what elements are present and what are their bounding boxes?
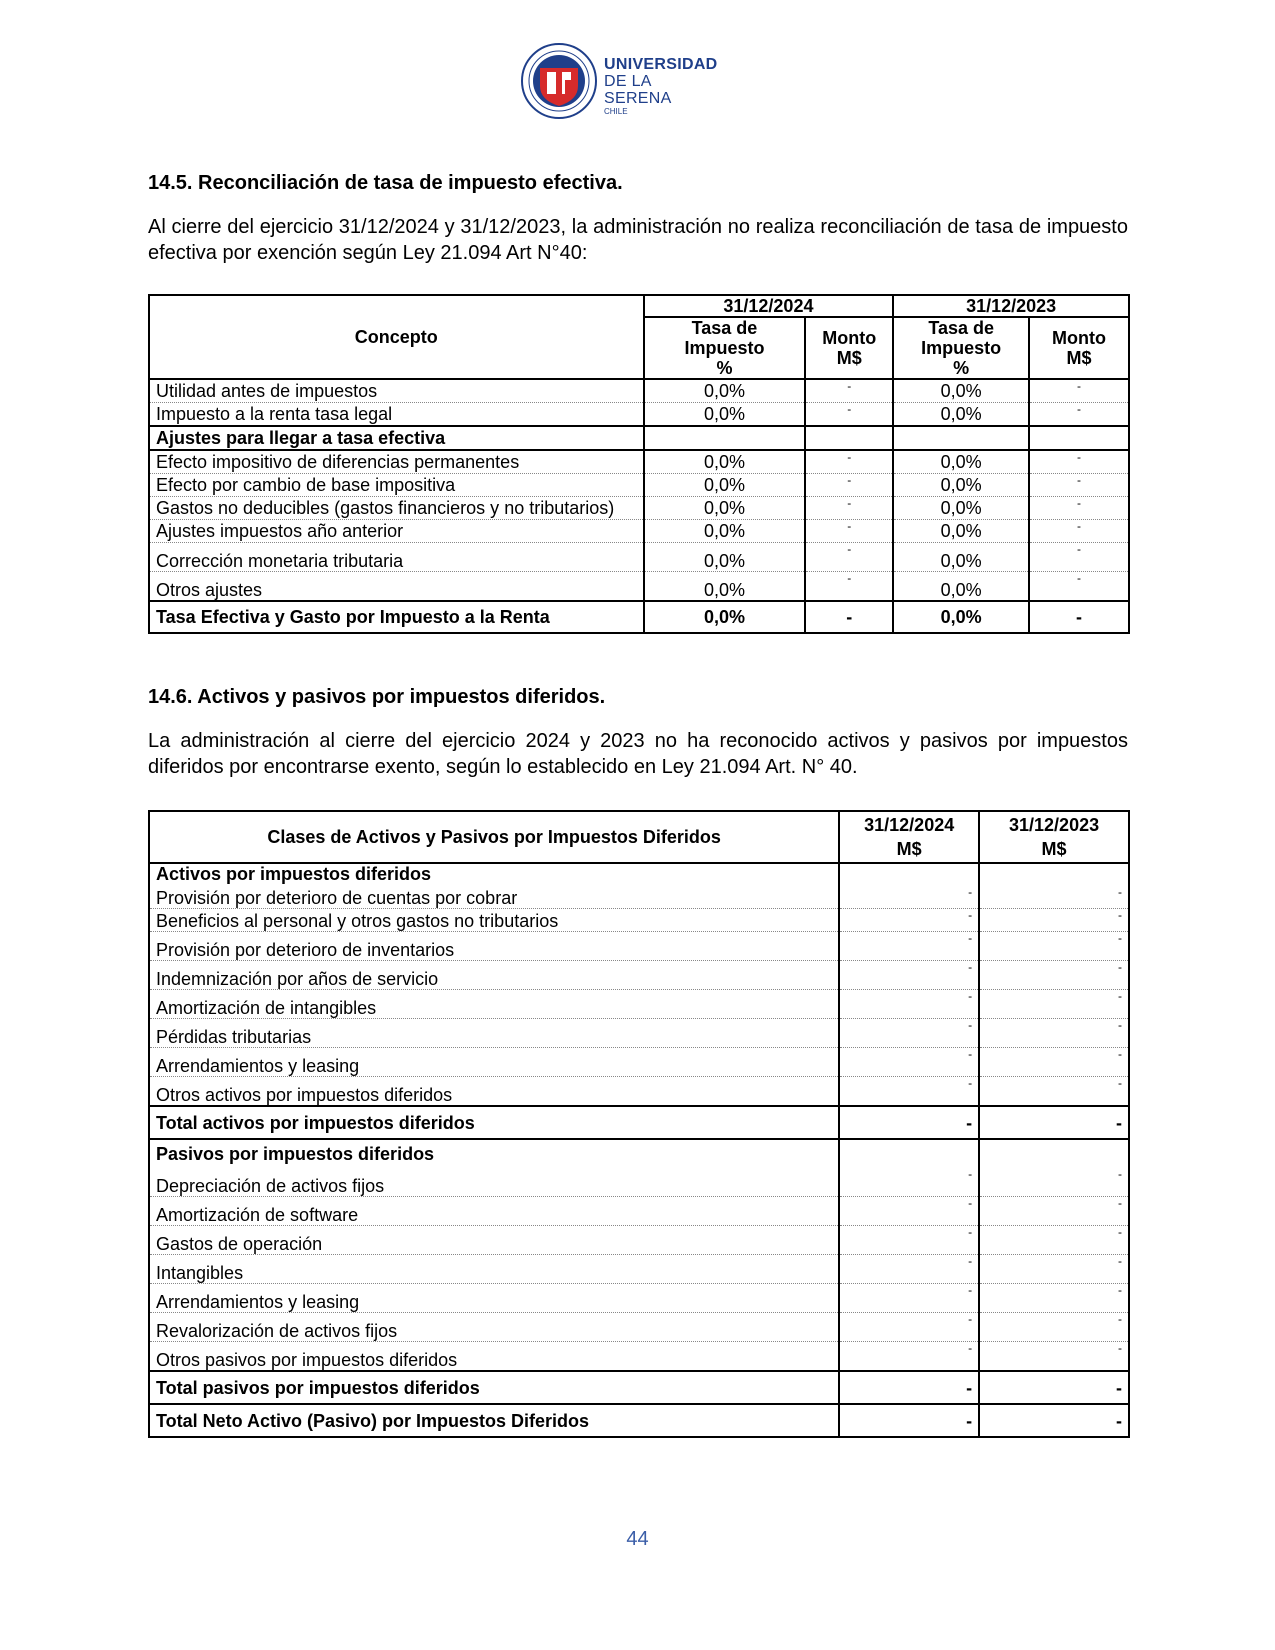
amount-header-2024 [805,317,893,379]
net-total-row [149,1404,1129,1437]
value-2023: - [979,990,1129,1019]
amount-2024: - [805,474,893,497]
table-row [149,450,1129,474]
table-row [149,497,1129,520]
amount-2023: - [1029,474,1129,497]
value-2023: - [979,1255,1129,1284]
value-2024: - [839,1284,979,1313]
value-2024: - [839,1197,979,1226]
table-row [149,1077,1129,1107]
value-2024: - [839,1019,979,1048]
value-2024: - [839,909,979,932]
rate-header-2023 [893,317,1029,379]
seal-icon [520,42,598,120]
empty-cell [805,426,893,450]
value-2023: - [979,1168,1129,1197]
row-label: Depreciación de activos fijos [149,1168,839,1197]
row-label: Arrendamientos y leasing [149,1048,839,1077]
deferred-taxes-table [148,810,1130,1438]
rate-2023: 0,0% [893,572,1029,602]
total-label: Tasa Efectiva y Gasto por Impuesto a la Renta [149,601,644,633]
assets-title: Activos por impuestos diferidos [149,863,839,886]
amount-2024: - [805,450,893,474]
value-2024: - [839,1255,979,1284]
col-2023-date: 31/12/2023 [1009,815,1100,835]
amount-2024: - [805,543,893,572]
empty-cell [839,1139,979,1168]
amount-header-line2: M$ [1066,348,1092,368]
rate-2024: 0,0% [644,572,806,602]
value-2024: - [839,990,979,1019]
amount-2023: - [1029,520,1129,543]
section-title-14-5: 14.5. Reconciliación de tasa de impuesto efectiva. [148,172,623,194]
table-row [149,1168,1129,1197]
table-row [149,520,1129,543]
table-header-row [149,811,1129,863]
table-row [149,426,1129,450]
total-row [149,601,1129,633]
row-label: Revalorización de activos fijos [149,1313,839,1342]
amount-2023: - [1029,543,1129,572]
value-2023: - [979,1342,1129,1372]
rate-2023: 0,0% [893,543,1029,572]
amount-2023: - [1029,450,1129,474]
row-label: Corrección monetaria tributaria [149,543,644,572]
row-label: Otros ajustes [149,572,644,602]
row-label: Intangibles [149,1255,839,1284]
amount-2024: - [805,497,893,520]
table-row [149,932,1129,961]
row-label: Arrendamientos y leasing [149,1284,839,1313]
rate-2023: 0,0% [893,474,1029,497]
col-2024-header [839,811,979,863]
liabilities-total-2024: - [839,1371,979,1404]
logo-line-3: CHILE [604,107,628,116]
liabilities-total-label: Total pasivos por impuestos diferidos [149,1371,839,1404]
assets-total-row [149,1106,1129,1139]
value-2024: - [839,1313,979,1342]
rate-2024: 0,0% [644,474,806,497]
value-2023: - [979,909,1129,932]
value-2024: - [839,1168,979,1197]
section-paragraph-14-5: Al cierre del ejercicio 31/12/2024 y 31/12/2023, la administración no realiza reconciliación de tasa de impuesto efectiva por exención según Ley 21.094 Art N°40: [148,216,1128,264]
rate-header-line2: Impuesto [921,338,1002,358]
col-2024-unit: M$ [896,839,922,859]
value-2024: - [839,1077,979,1107]
table-row [149,886,1129,909]
amount-2024: - [805,379,893,403]
empty-cell [839,863,979,886]
value-2023: - [979,1197,1129,1226]
value-2024: - [839,1226,979,1255]
university-logo [520,42,720,120]
row-label: Provisión por deterioro de inventarios [149,932,839,961]
empty-cell [979,1139,1129,1168]
rate-2024: 0,0% [644,520,806,543]
rate-header-line2: Impuesto [684,338,765,358]
col-2023-header [979,811,1129,863]
page-number: 44 [626,1528,649,1550]
net-total-2024: - [839,1404,979,1437]
amount-2023: - [1029,497,1129,520]
empty-cell [644,426,806,450]
liabilities-total-2023: - [979,1371,1129,1404]
value-2023: - [979,886,1129,909]
table-row [149,990,1129,1019]
total-rate-2024: 0,0% [644,601,806,633]
value-2023: - [979,932,1129,961]
table-row [149,543,1129,572]
table-row [149,909,1129,932]
liabilities-title: Pasivos por impuestos diferidos [149,1139,839,1168]
amount-header-line2: M$ [836,348,862,368]
row-label: Ajustes para llegar a tasa efectiva [149,426,644,450]
table-row [149,1197,1129,1226]
amount-2024: - [805,520,893,543]
value-2024: - [839,1048,979,1077]
liabilities-total-row [149,1371,1129,1404]
row-label: Otros pasivos por impuestos diferidos [149,1342,839,1372]
rate-2023: 0,0% [893,403,1029,427]
amount-header-line1: Monto [1052,328,1107,348]
col-2023-unit: M$ [1041,839,1067,859]
logo-line-2: DE LA SERENA [604,73,672,107]
table-row [149,1313,1129,1342]
assets-total-label: Total activos por impuestos diferidos [149,1106,839,1139]
table-row [149,403,1129,427]
table-header-row [149,295,1129,317]
row-label: Gastos no deducibles (gastos financieros y no tributarios) [149,497,644,520]
rate-2024: 0,0% [644,497,806,520]
classes-header: Clases de Activos y Pasivos por Impuestos Diferidos [149,811,839,863]
value-2023: - [979,1048,1129,1077]
rate-header-line3: % [716,358,733,378]
amount-2023: - [1029,403,1129,427]
empty-cell [979,863,1129,886]
value-2023: - [979,1019,1129,1048]
concept-header: Concepto [149,295,644,379]
assets-total-2024: - [839,1106,979,1139]
logo-line-1: UNIVERSIDAD [604,56,718,73]
rate-2024: 0,0% [644,543,806,572]
group-title-row [149,1139,1129,1168]
net-total-label: Total Neto Activo (Pasivo) por Impuestos Diferidos [149,1404,839,1437]
rate-header-2024 [644,317,806,379]
rate-2023: 0,0% [893,379,1029,403]
rate-2023: 0,0% [893,497,1029,520]
row-label: Efecto por cambio de base impositiva [149,474,644,497]
table-row [149,1284,1129,1313]
amount-2023: - [1029,379,1129,403]
row-label: Provisión por deterioro de cuentas por cobrar [149,886,839,909]
table-row [149,1226,1129,1255]
rate-2024: 0,0% [644,450,806,474]
year-2024-header: 31/12/2024 [644,295,894,317]
table-row [149,961,1129,990]
amount-header-2023 [1029,317,1129,379]
value-2024: - [839,886,979,909]
value-2024: - [839,932,979,961]
amount-header-line1: Monto [822,328,877,348]
value-2023: - [979,1077,1129,1107]
rate-2024: 0,0% [644,403,806,427]
rate-header-line1: Tasa de [928,318,995,338]
net-total-2023: - [979,1404,1129,1437]
value-2024: - [839,961,979,990]
table-row [149,572,1129,602]
tax-reconciliation-table [148,294,1130,634]
row-label: Efecto impositivo de diferencias permanentes [149,450,644,474]
rate-2024: 0,0% [644,379,806,403]
section-title-14-6: 14.6. Activos y pasivos por impuestos diferidos. [148,686,606,708]
table-row [149,1019,1129,1048]
row-label: Beneficios al personal y otros gastos no tributarios [149,909,839,932]
row-label: Otros activos por impuestos diferidos [149,1077,839,1107]
total-rate-2023: 0,0% [893,601,1029,633]
value-2024: - [839,1342,979,1372]
assets-total-2023: - [979,1106,1129,1139]
amount-2023: - [1029,572,1129,602]
rate-header-line3: % [953,358,970,378]
empty-cell [893,426,1029,450]
row-label: Utilidad antes de impuestos [149,379,644,403]
row-label: Gastos de operación [149,1226,839,1255]
value-2023: - [979,1226,1129,1255]
value-2023: - [979,961,1129,990]
table-row [149,1255,1129,1284]
value-2023: - [979,1284,1129,1313]
row-label: Indemnización por años de servicio [149,961,839,990]
table-row [149,1342,1129,1372]
col-2024-date: 31/12/2024 [864,815,955,835]
year-2023-header: 31/12/2023 [893,295,1129,317]
row-label: Amortización de software [149,1197,839,1226]
rate-2023: 0,0% [893,450,1029,474]
table-row [149,379,1129,403]
table-row [149,474,1129,497]
total-amount-2023: - [1029,601,1129,633]
amount-2024: - [805,572,893,602]
empty-cell [1029,426,1129,450]
group-title-row [149,863,1129,886]
rate-header-line1: Tasa de [691,318,758,338]
total-amount-2024: - [805,601,893,633]
row-label: Pérdidas tributarias [149,1019,839,1048]
row-label: Amortización de intangibles [149,990,839,1019]
amount-2024: - [805,403,893,427]
row-label: Ajustes impuestos año anterior [149,520,644,543]
table-row [149,1048,1129,1077]
rate-2023: 0,0% [893,520,1029,543]
value-2023: - [979,1313,1129,1342]
section-paragraph-14-6: La administración al cierre del ejercicio 2024 y 2023 no ha reconocido activos y pasivos por impuestos diferidos por encontrarse exento, según lo establecido en Ley 21.094 Art. N° 40. [148,730,1128,778]
row-label: Impuesto a la renta tasa legal [149,403,644,427]
